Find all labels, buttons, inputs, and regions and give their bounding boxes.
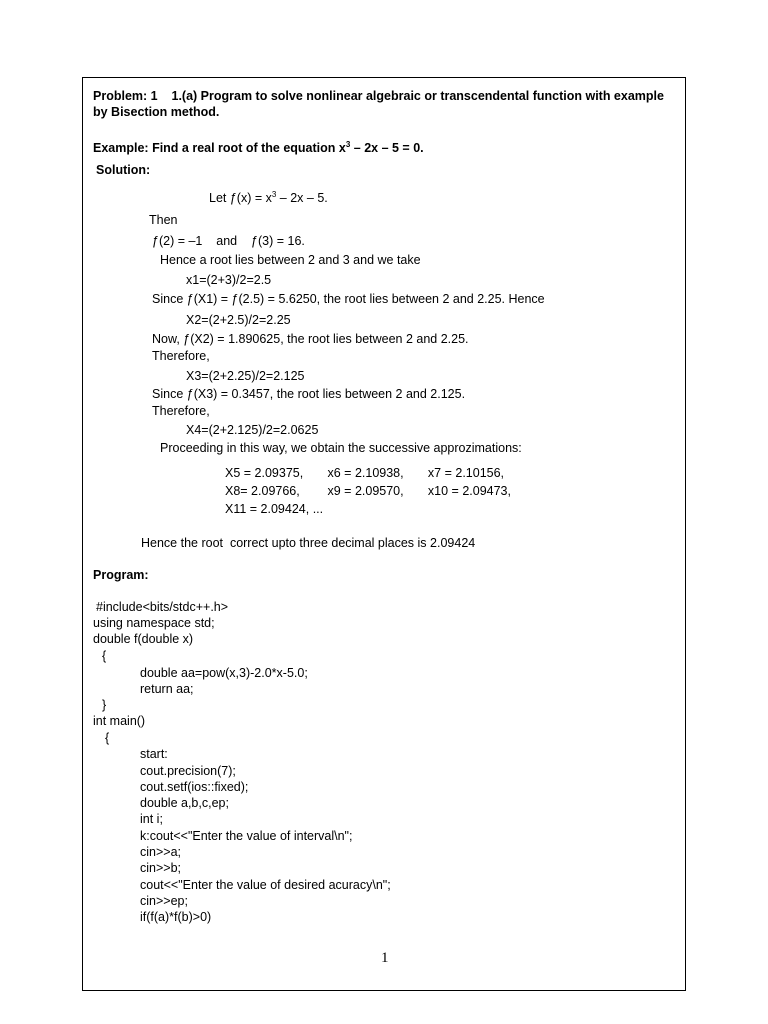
code-line: cout<<"Enter the value of desired acuracy\n"; xyxy=(140,878,391,892)
problem-heading-line2: by Bisection method. xyxy=(93,105,220,119)
let-definition xyxy=(209,187,328,206)
example-text: Find a real root of the equation x xyxy=(148,141,346,156)
code-line: #include<bits/stdc++.h> xyxy=(96,600,229,614)
solution-line: Since ƒ(X3) = 0.3457, the root lies between 2 and 2.125. xyxy=(152,387,466,401)
code-line: int i; xyxy=(140,812,163,826)
solution-line: Now, ƒ(X2) = 1.890625, the root lies between 2 and 2.25. xyxy=(152,332,469,346)
solution-line: ƒ(2) = –1 and ƒ(3) = 16. xyxy=(152,234,305,248)
solution-line: X8= 2.09766, x9 = 2.09570, x10 = 2.09473, xyxy=(225,484,511,498)
let-exponent: 3 xyxy=(271,190,277,199)
code-line: return aa; xyxy=(140,682,194,696)
solution-line: x1=(2+3)/2=2.5 xyxy=(186,273,272,287)
solution-conclusion: Hence the root correct upto three decimal places is 2.09424 xyxy=(141,536,476,550)
solution-line: Therefore, xyxy=(152,404,210,418)
solution-line: Hence a root lies between 2 and 3 and we take xyxy=(160,253,421,267)
code-line: k:cout<<"Enter the value of interval\n"; xyxy=(140,829,353,843)
solution-line: Since ƒ(X1) = ƒ(2.5) = 5.6250, the root lies between 2 and 2.25. Hence xyxy=(152,292,545,306)
example-statement xyxy=(93,137,424,156)
code-line: cin>>b; xyxy=(140,861,182,875)
code-line: using namespace std; xyxy=(93,616,215,630)
solution-line: X5 = 2.09375, x6 = 2.10938, x7 = 2.10156, xyxy=(225,466,505,480)
problem-heading-line1: Problem: 1 1.(a) Program to solve nonlinear algebraic or transcendental function with example xyxy=(93,89,664,103)
code-line: double f(double x) xyxy=(93,632,194,646)
solution-line: X2=(2+2.5)/2=2.25 xyxy=(186,313,291,327)
solution-line: Therefore, xyxy=(152,349,210,363)
code-line: double a,b,c,ep; xyxy=(140,796,229,810)
code-line: cout.setf(ios::fixed); xyxy=(140,780,249,794)
code-line: { xyxy=(105,731,110,745)
code-line: start: xyxy=(140,747,168,761)
let-text: Let ƒ(x) = x xyxy=(209,191,272,206)
example-text-post: – 2x – 5 = 0. xyxy=(350,141,424,156)
example-exponent: 3 xyxy=(345,140,351,149)
solution-line: X3=(2+2.25)/2=2.125 xyxy=(186,369,305,383)
solution-line: Then xyxy=(149,213,178,227)
code-line: cin>>ep; xyxy=(140,894,188,908)
solution-label: Solution: xyxy=(96,163,151,177)
program-label: Program: xyxy=(93,568,149,582)
solution-line: X11 = 2.09424, ... xyxy=(225,502,324,516)
code-line: { xyxy=(102,649,107,663)
code-line: cin>>a; xyxy=(140,845,182,859)
code-line: } xyxy=(102,698,107,712)
page-number: 1 xyxy=(381,950,389,966)
solution-line: Proceeding in this way, we obtain the successive approzimations: xyxy=(160,441,522,455)
example-label: Example: xyxy=(93,141,149,156)
let-text-post: – 2x – 5. xyxy=(276,191,328,206)
code-line: cout.precision(7); xyxy=(140,764,236,778)
code-line: double aa=pow(x,3)-2.0*x-5.0; xyxy=(140,666,308,680)
solution-line: X4=(2+2.125)/2=2.0625 xyxy=(186,423,319,437)
code-line: int main() xyxy=(93,714,146,728)
code-line: if(f(a)*f(b)>0) xyxy=(140,910,212,924)
